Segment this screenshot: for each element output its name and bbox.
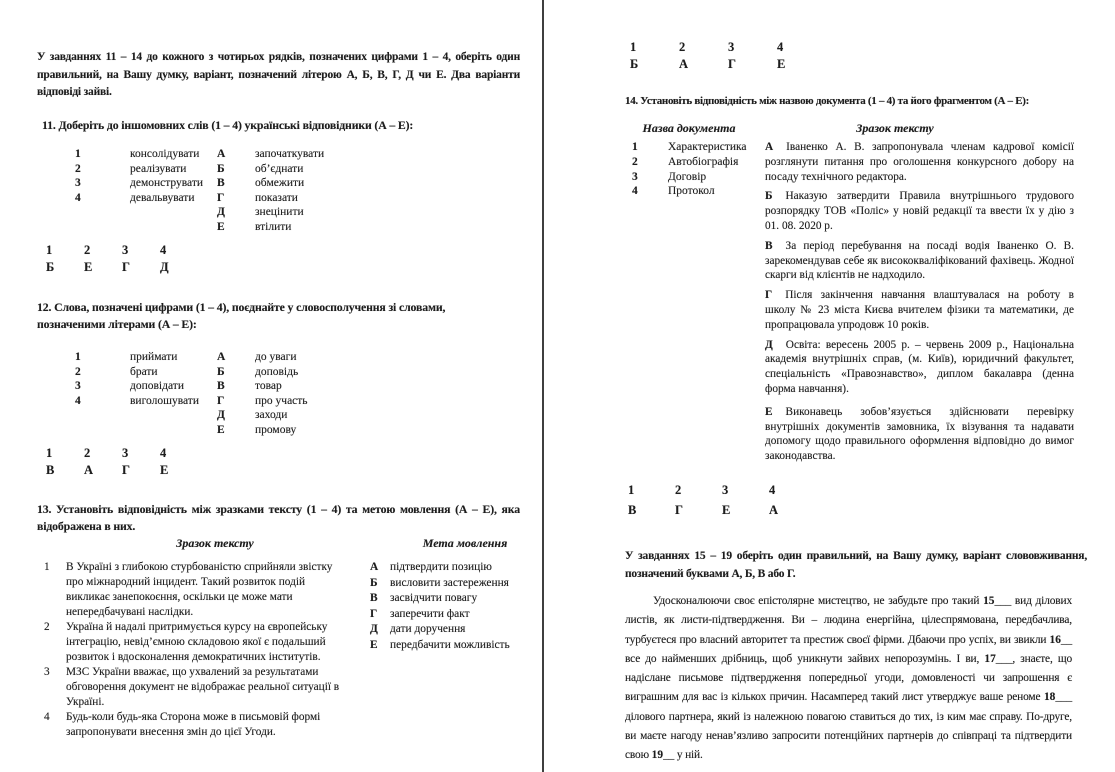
- option-letter: В: [370, 592, 378, 604]
- option-letter: Б: [217, 162, 225, 175]
- option-word: знецінити: [255, 206, 304, 218]
- fragment-letter: В: [765, 239, 773, 252]
- text-sample-item: [44, 560, 347, 620]
- answer-letters-row: [628, 503, 816, 517]
- q14-fragments: [765, 140, 1074, 469]
- document-fragment: [765, 288, 1074, 332]
- answer-cell: А: [84, 463, 94, 477]
- answer-cell: А: [679, 57, 689, 71]
- answer-cell: Б: [630, 57, 639, 71]
- question-13-heading: 13. Установіть відповідність між зразками тексту (1 – 4) та метою мовлення (А – Е), яка відображена в них.: [37, 502, 520, 533]
- stem-word: реалізувати: [130, 162, 187, 175]
- answer-cell: А: [769, 503, 779, 517]
- q12-row: [75, 350, 515, 365]
- option-letter: Д: [217, 206, 225, 218]
- stem-number: 4: [75, 394, 81, 407]
- option-letter: Д: [217, 409, 225, 421]
- answer-cell: Г: [728, 57, 736, 71]
- option-word: започаткувати: [255, 148, 325, 160]
- document-name: Характеристика: [668, 141, 747, 153]
- answer-cell: Е: [84, 260, 93, 274]
- speech-goal-option: [370, 591, 535, 607]
- fragment-text: Наказую затвердити Правила внутрішнього трудового розпорядку ТОВ «Поліс» у новій редакції та ввести їх у дію з 01. 08. 2020 р.: [765, 190, 1074, 232]
- option-word: про участь: [255, 394, 308, 407]
- fragment-text: Виконавець зобов’язується здійснювати перевірку внутрішніх документів замовника, їх візування та надавати допомогу щодо правильного оформлення відповідно до вимог законодавства.: [765, 405, 1074, 463]
- fragment-text: Після закінчення навчання влаштувалася на роботу в школу № 23 міста Києва вчителем фізики та математики, де пропрацювала упродовж 10 років.: [765, 289, 1074, 331]
- q12-match-table: [75, 350, 515, 437]
- option-letter: А: [217, 148, 226, 160]
- document-fragment: [765, 239, 1074, 283]
- speech-goal-option: [370, 576, 535, 592]
- option-letter: В: [217, 380, 225, 392]
- q13-items: [44, 560, 347, 740]
- document-name-row: [632, 170, 762, 185]
- option-word: до уваги: [255, 351, 297, 363]
- stem-number: 4: [75, 191, 81, 204]
- answer-cell: Е: [777, 57, 786, 71]
- answer-numbers-row: [46, 243, 198, 257]
- stem-word: приймати: [130, 351, 178, 363]
- answer-cell: Д: [160, 260, 169, 274]
- instructions-15-19: У завданнях 15 – 19 оберіть один правильний, на Вашу думку, варіант слововживання, позначений буквами А, Б, В або Г.: [625, 550, 1087, 580]
- option-word: об’єднати: [255, 162, 304, 175]
- fragment-text: Іваненко А. В. запропонувала членам кадрової комісії розглянути питання про оголошення конкурсного добору на посаду технічного редактора.: [765, 141, 1074, 183]
- speech-goal-option: [370, 622, 535, 638]
- answer-cell: 3: [122, 446, 129, 460]
- item-number: 4: [632, 185, 638, 198]
- item-text: Будь-коли будь-яка Сторона може в письмовій формі запропонувати внесення змін до цієї Угоди.: [66, 711, 321, 738]
- document-name-row: [632, 140, 762, 155]
- answer-cell: 4: [160, 446, 167, 460]
- document-fragment: [765, 405, 1074, 464]
- fragment-letter: Г: [765, 289, 773, 302]
- q12-row: [75, 379, 515, 394]
- item-number: 4: [44, 711, 50, 723]
- stem-number: 1: [75, 148, 81, 160]
- stem-number: 2: [75, 365, 81, 378]
- answer-cell: Г: [122, 463, 130, 477]
- answer-cell: 1: [46, 243, 53, 257]
- option-word: заходи: [255, 409, 288, 421]
- fragment-letter: Е: [765, 405, 773, 418]
- speech-goal-option: [370, 560, 535, 576]
- answer-cell: В: [628, 503, 637, 517]
- q12-row: [75, 394, 515, 409]
- answer-cell: 3: [122, 243, 129, 257]
- item-number: 1: [44, 561, 50, 573]
- option-letter: А: [370, 561, 379, 573]
- q14-column-header-right: Зразок тексту: [856, 121, 934, 135]
- option-letter: Г: [217, 191, 225, 204]
- q11-match-table: [75, 147, 515, 234]
- answer-cell: 2: [679, 40, 686, 54]
- q14-column-header-left: Назва документа: [642, 121, 736, 135]
- document-name: Договір: [668, 170, 707, 183]
- answer-cell: Г: [675, 503, 683, 517]
- option-letter: Г: [217, 394, 225, 407]
- item-number: 3: [632, 170, 638, 183]
- page-right: [544, 0, 1115, 772]
- document-name-row: [632, 155, 762, 170]
- document-fragment: [765, 140, 1074, 184]
- page-left: [0, 0, 542, 772]
- q13-options: [370, 560, 535, 653]
- speech-goal-option: [370, 607, 535, 623]
- document-name: Протокол: [668, 185, 715, 198]
- option-letter: Б: [217, 365, 225, 378]
- q11-row: [75, 220, 515, 235]
- stem-number: 1: [75, 351, 81, 363]
- stem-word: брати: [130, 365, 158, 378]
- q11-row: [75, 205, 515, 220]
- question-11-heading: 11. Доберіть до іншомовних слів (1 – 4) українські відповідники (А – Е):: [42, 118, 414, 132]
- q14-document-names: [632, 140, 762, 199]
- stem-word: консолідувати: [130, 148, 200, 160]
- option-text: передбачити можливість: [390, 638, 510, 651]
- stem-word: виголошувати: [130, 394, 199, 407]
- answer-cell: 4: [160, 243, 167, 257]
- fragment-text: Освіта: вересень 2005 р. – червень 2009 р., Національна академія внутрішніх справ, (м. Київ), юридичний факультет, спеціальність «Правознавство», диплом бакалавра (денна форма навчання).: [765, 338, 1074, 395]
- option-letter: А: [217, 351, 226, 363]
- text-sample-item: [44, 710, 347, 740]
- q14-answer-grid: [628, 483, 816, 517]
- document-name-row: [632, 184, 762, 199]
- answer-letters-row: [46, 463, 198, 477]
- option-letter: Е: [370, 638, 378, 651]
- answer-numbers-row: [628, 483, 816, 497]
- q13-column-header-left: Зразок тексту: [176, 536, 254, 550]
- question-14-heading: 14. Установіть відповідність між назвою документа (1 – 4) та його фрагментом (А – Е):: [625, 95, 1029, 107]
- item-number: 2: [632, 155, 638, 168]
- answer-cell: Г: [122, 260, 130, 274]
- answer-cell: 1: [628, 483, 635, 497]
- item-text: Україна й надалі притримується курсу на європейську інтеграцію, невід’ємною складовою якої є подальший розвиток і вдосконалення демократичних інститутів.: [66, 621, 328, 663]
- option-word: показати: [255, 191, 298, 204]
- option-letter: Е: [217, 220, 225, 233]
- document-name: Автобіографія: [668, 155, 739, 168]
- fragment-text: За період перебування на посаді водія Іваненко О. В. зарекомендував себе як висококваліфікований фахівець. Жодної скарги від клієнтів не надходило.: [765, 239, 1074, 282]
- q11-row: [75, 176, 515, 191]
- option-word: промову: [255, 423, 297, 436]
- answer-cell: 2: [84, 446, 91, 460]
- q12-row: [75, 408, 515, 423]
- instructions-11-14: У завданнях 11 – 14 до кожного з чотирьох рядків, позначених цифрами 1 – 4, оберіть один правильний, на Вашу думку, варіант, позначений літерою А, Б, В, Г, Д чи Е. Два варіанти відповіді зайві.: [37, 51, 520, 98]
- answer-cell: Б: [46, 260, 55, 274]
- answer-cell: 3: [728, 40, 735, 54]
- stem-number: 3: [75, 380, 81, 392]
- answer-numbers-row: [630, 40, 826, 54]
- option-text: підтвердити позицію: [390, 561, 492, 573]
- stem-number: 3: [75, 177, 81, 189]
- option-letter: Е: [217, 423, 225, 436]
- q13-answer-grid: [630, 40, 826, 71]
- q12-answer-grid: [46, 446, 198, 477]
- option-text: засвідчити повагу: [390, 592, 478, 604]
- answer-cell: 1: [630, 40, 637, 54]
- q11-row: [75, 191, 515, 206]
- q11-answer-grid: [46, 243, 198, 274]
- fragment-letter: Б: [765, 190, 773, 203]
- option-letter: Д: [370, 623, 378, 635]
- item-number: 2: [44, 621, 50, 633]
- fill-in-passage: Удосконалюючи своє епістолярне мистецтво, не забудьте про такий 15___ вид ділових листів, як листи-підтвердження. Ви – людина енергійна, цілеспрямована, передбачлива, турбуєтеся про власний авторитет та престиж своєї фірми. Дбаючи про успіх, ви звикли 16__ все до найменших дрібниць, щоб уникнути зайвих непорозумінь. І ви, 17___, знаєте, що надіслане письмове підтвердження попередньої угоди, домовленості чи запрошення є виграшним для вас із кількох причин. Насамперед такий лист утверджує ваше реноме 18___ ділового партнера, який із належною повагою ставиться до тих, із ким має справу. По-друге, ви маєте нагоду ненав’язливо запросити потенційних партнерів до співпраці та підтвердити свою 19__ у ній.: [625, 595, 1073, 762]
- q11-row: [75, 162, 515, 177]
- q13-column-header-right: Мета мовлення: [422, 536, 508, 550]
- item-text: МЗС України вважає, що ухвалений за результатами обговорення документ не відображає реальної ситуації в Україні.: [66, 666, 340, 708]
- answer-numbers-row: [46, 446, 198, 460]
- fragment-letter: Д: [765, 338, 773, 351]
- answer-cell: 2: [675, 483, 682, 497]
- text-sample-item: [44, 665, 347, 710]
- answer-cell: Е: [722, 503, 731, 517]
- answer-cell: 3: [722, 483, 729, 497]
- answer-cell: 2: [84, 243, 91, 257]
- q12-row: [75, 423, 515, 438]
- option-letter: Б: [370, 576, 378, 589]
- answer-letters-row: [630, 57, 826, 71]
- option-text: висловити застереження: [390, 576, 509, 589]
- answer-cell: Е: [160, 463, 169, 477]
- speech-goal-option: [370, 638, 535, 654]
- option-letter: Г: [370, 607, 378, 620]
- option-text: заперечити факт: [390, 607, 470, 620]
- q11-row: [75, 147, 515, 162]
- answer-cell: 4: [777, 40, 784, 54]
- text-sample-item: [44, 620, 347, 665]
- option-word: втілити: [255, 220, 292, 233]
- stem-word: доповідати: [130, 380, 184, 392]
- answer-cell: В: [46, 463, 55, 477]
- question-12-heading: 12. Слова, позначені цифрами (1 – 4), поєднайте у словосполучення зі словами, позначеними літерами (А – Е):: [37, 300, 446, 331]
- document-fragment: [765, 189, 1074, 233]
- stem-number: 2: [75, 162, 81, 175]
- answer-letters-row: [46, 260, 198, 274]
- answer-cell: 4: [769, 483, 776, 497]
- option-word: товар: [255, 380, 282, 392]
- document-fragment: [765, 338, 1074, 397]
- stem-word: демонструвати: [130, 177, 204, 189]
- option-word: обмежити: [255, 177, 305, 189]
- item-number: 1: [632, 141, 638, 153]
- fragment-letter: А: [765, 141, 774, 153]
- item-number: 3: [44, 666, 50, 678]
- item-text: В Україні з глибокою стурбованістю сприйняли звістку про міжнародний інцидент. Такий розвиток подій викликає занепокоєння, оскільки це може мати непередбачувані наслідки.: [66, 561, 333, 618]
- answer-cell: 1: [46, 446, 53, 460]
- option-text: дати доручення: [390, 623, 466, 635]
- option-word: доповідь: [255, 365, 299, 378]
- option-letter: В: [217, 177, 225, 189]
- stem-word: девальвувати: [130, 191, 195, 204]
- q12-row: [75, 365, 515, 380]
